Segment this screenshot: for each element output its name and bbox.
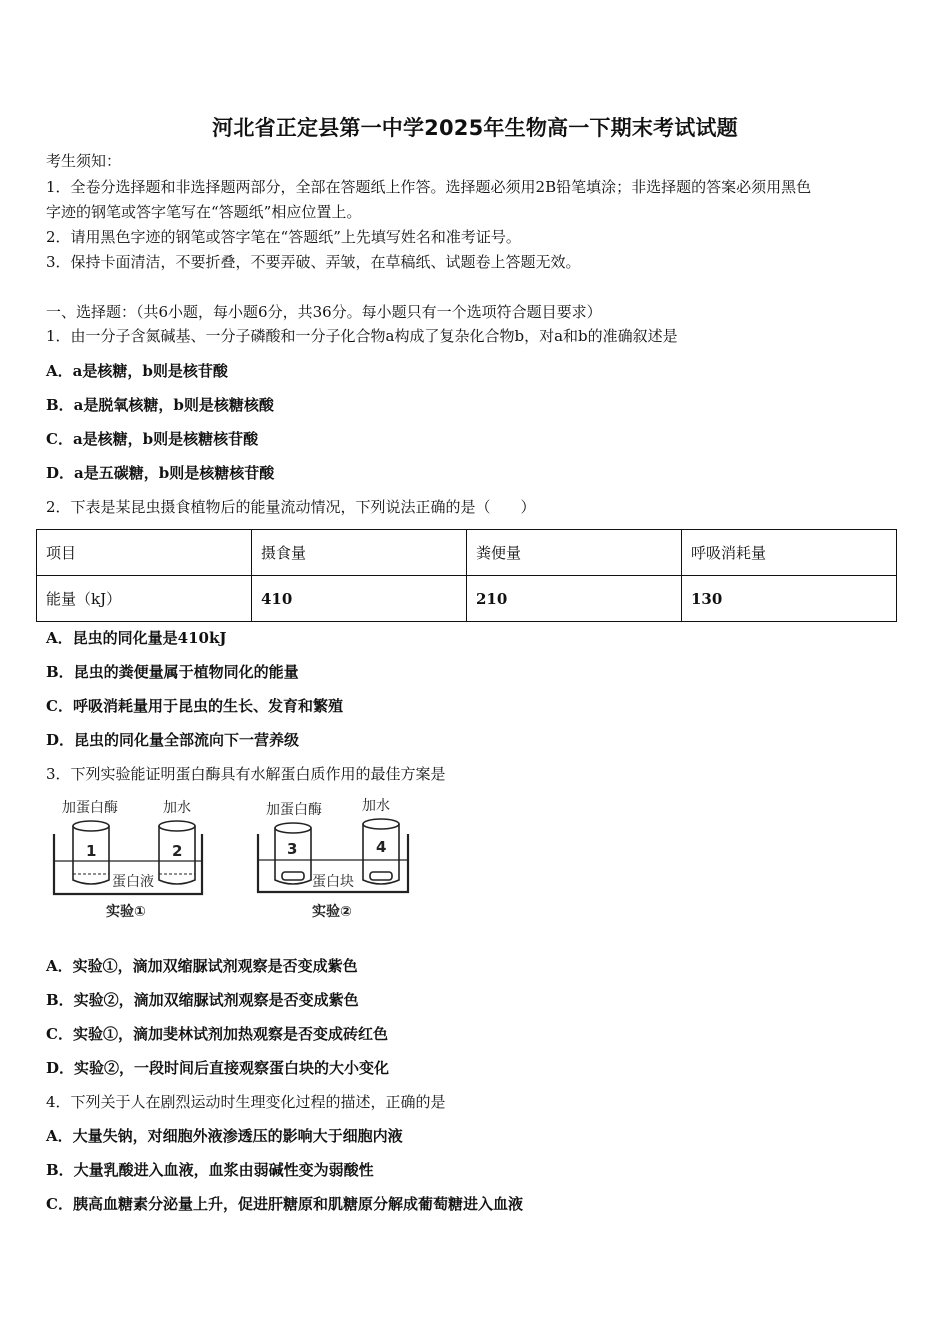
tube-3-number: 3 — [287, 840, 298, 858]
table-cell: 能量（kJ） — [37, 576, 252, 622]
table-cell: 210 — [467, 576, 682, 622]
q1-option-d: D．a是五碳糖，b则是核糖核苷酸 — [46, 464, 275, 482]
exp2-medium-label: 蛋白块 — [312, 874, 354, 890]
q1-option-a: A．a是核糖，b则是核苷酸 — [46, 362, 228, 380]
q3-option-b: B．实验②，滴加双缩脲试剂观察是否变成紫色 — [46, 991, 359, 1009]
q1-option-c: C．a是核糖，b则是核糖核苷酸 — [46, 430, 259, 448]
notice-item: 字迹的钢笔或答字笔写在“答题纸”相应位置上。 — [46, 203, 362, 221]
q1-option-b: B．a是脱氧核糖，b则是核糖核酸 — [46, 396, 274, 414]
protein-block — [370, 872, 392, 880]
tube-1-number: 1 — [86, 842, 97, 860]
table-header-row — [37, 530, 897, 576]
question-2-stem: 2．下表是某昆虫摄食植物后的能量流动情况，下列说法正确的是（ ） — [46, 498, 536, 516]
table-header-cell: 项目 — [37, 530, 252, 576]
notice-item: 2．请用黑色字迹的钢笔或答字笔在“答题纸”上先填写姓名和准考证号。 — [46, 228, 521, 246]
exp2-water-label: 加水 — [362, 798, 390, 814]
q2-option-d: D．昆虫的同化量全部流向下一营养级 — [46, 731, 300, 749]
experiment-figure — [50, 794, 430, 924]
exp2-caption: 实验② — [312, 904, 352, 920]
table-header-cell: 呼吸消耗量 — [682, 530, 897, 576]
table-cell: 130 — [682, 576, 897, 622]
exp1-enzyme-label: 加蛋白酶 — [62, 800, 118, 816]
table-cell: 410 — [252, 576, 467, 622]
exp1-medium-label: 蛋白液 — [112, 874, 154, 890]
table-header-cell: 摄食量 — [252, 530, 467, 576]
section-heading: 一、选择题：（共6小题，每小题6分，共36分。每小题只有一个选项符合题目要求） — [46, 303, 602, 321]
experiment-1-diagram — [54, 799, 202, 920]
protein-block — [282, 872, 304, 880]
exp1-caption: 实验① — [106, 904, 146, 920]
experiment-2-diagram — [258, 797, 408, 920]
q2-option-c: C．呼吸消耗量用于昆虫的生长、发育和繁殖 — [46, 697, 343, 715]
table-row — [37, 576, 897, 622]
notice-item: 1．全卷分选择题和非选择题两部分，全部在答题纸上作答。选择题必须用2B铅笔填涂；非选择题的答案必须用黑色 — [46, 178, 812, 196]
notice-item: 3．保持卡面清洁，不要折叠，不要弄破、弄皱，在草稿纸、试题卷上答题无效。 — [46, 253, 581, 271]
q2-option-b: B．昆虫的粪便量属于植物同化的能量 — [46, 663, 299, 681]
q2-option-a: A．昆虫的同化量是410kJ — [46, 629, 227, 647]
q3-option-d: D．实验②，一段时间后直接观察蛋白块的大小变化 — [46, 1059, 390, 1077]
question-4-stem: 4．下列关于人在剧烈运动时生理变化过程的描述，正确的是 — [46, 1093, 446, 1111]
q4-option-c: C．胰高血糖素分泌量上升，促进肝糖原和肌糖原分解成葡萄糖进入血液 — [46, 1195, 523, 1213]
tube-4 — [363, 819, 399, 884]
table-header-cell: 粪便量 — [467, 530, 682, 576]
notice-heading: 考生须知： — [46, 152, 122, 170]
q4-option-a: A．大量失钠，对细胞外液渗透压的影响大于细胞内液 — [46, 1127, 403, 1145]
tube-1 — [73, 821, 109, 884]
question-3-stem: 3．下列实验能证明蛋白酶具有水解蛋白质作用的最佳方案是 — [46, 765, 446, 783]
q4-option-b: B．大量乳酸进入血液，血浆由弱碱性变为弱酸性 — [46, 1161, 374, 1179]
tube-2-number: 2 — [172, 842, 183, 860]
exp1-water-label: 加水 — [163, 800, 191, 816]
q3-option-c: C．实验①，滴加斐林试剂加热观察是否变成砖红色 — [46, 1025, 388, 1043]
tube-4-number: 4 — [376, 838, 387, 856]
tube-3 — [275, 823, 311, 884]
page-title: 河北省正定县第一中学2025年生物高一下期末考试试题 — [212, 116, 738, 140]
q3-option-a: A．实验①，滴加双缩脲试剂观察是否变成紫色 — [46, 957, 358, 975]
energy-table — [36, 529, 897, 622]
tube-2 — [159, 821, 195, 884]
exp2-enzyme-label: 加蛋白酶 — [266, 802, 322, 818]
question-1-stem: 1．由一分子含氮碱基、一分子磷酸和一分子化合物a构成了复杂化合物b，对a和b的准确叙述是 — [46, 327, 678, 345]
